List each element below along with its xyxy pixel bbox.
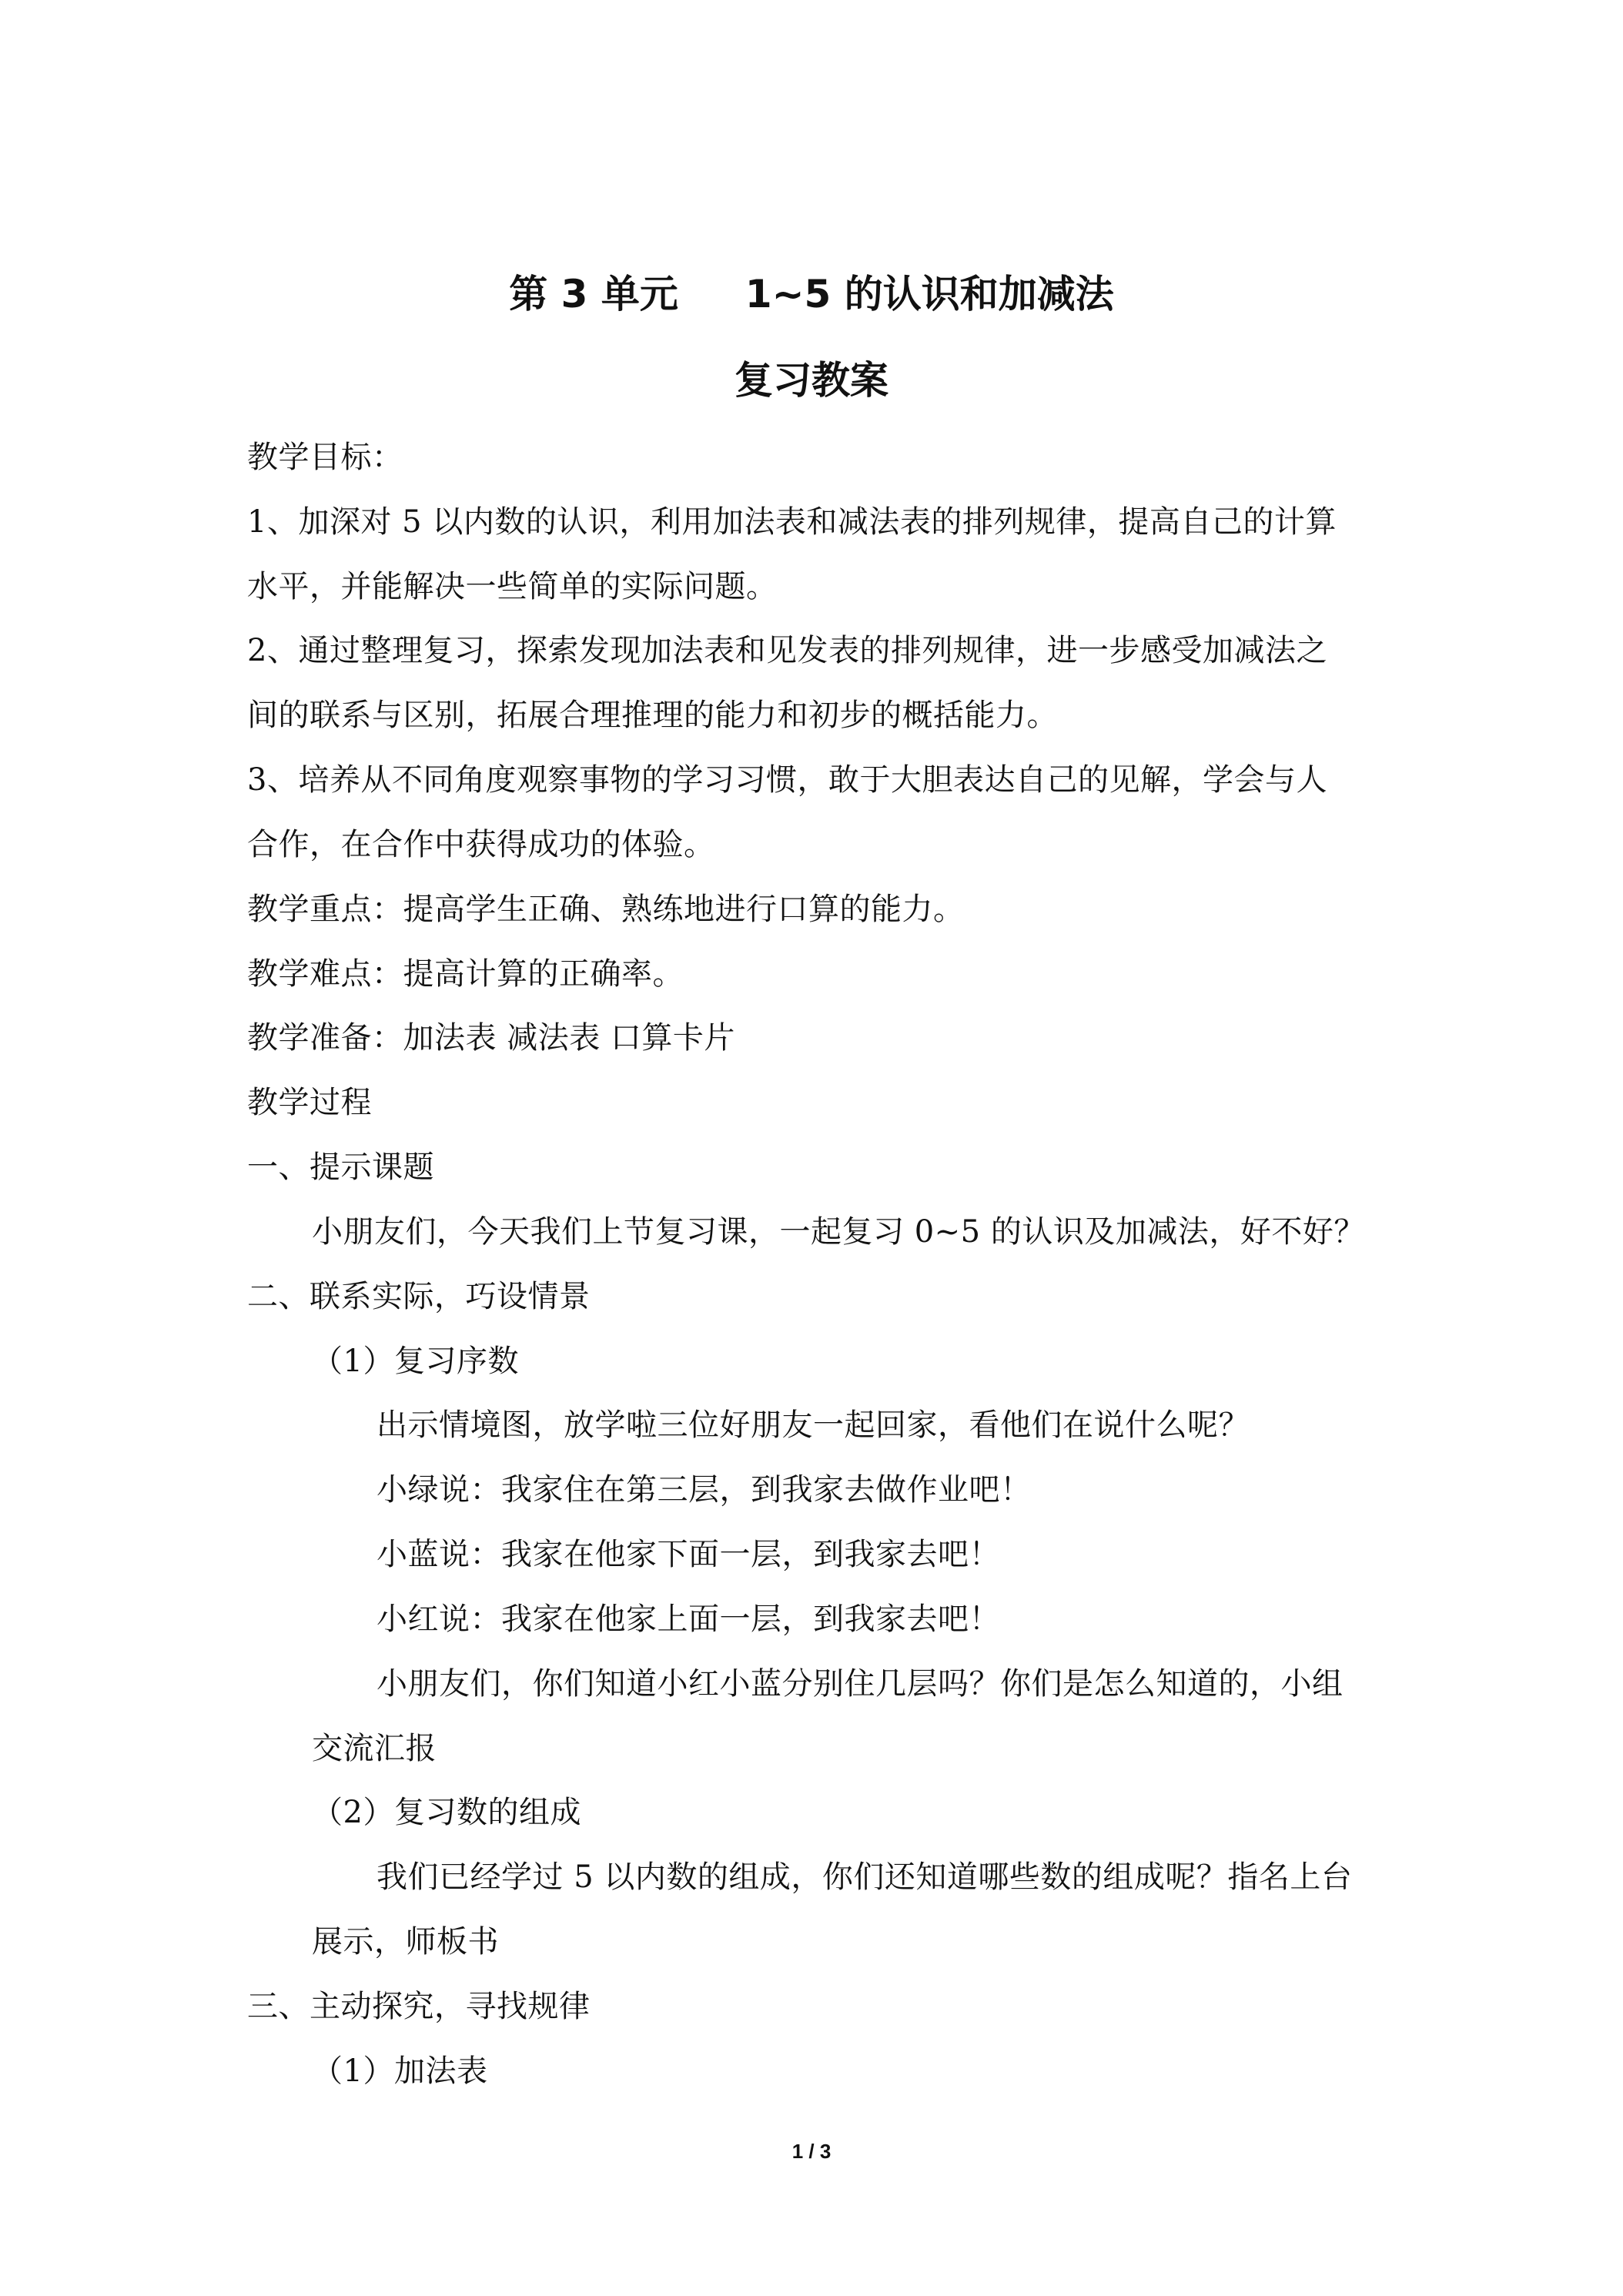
text-line: 合作，在合作中获得成功的体验。 [247, 827, 715, 862]
document-subtitle: 复习教案 [735, 358, 888, 403]
text-line: 小朋友们，你们知道小红小蓝分别住几层吗？你们是怎么知道的，小组 [376, 1666, 1344, 1702]
page-number: 1 / 3 [791, 2140, 832, 2163]
text-line: 教学过程 [247, 1085, 372, 1120]
text-line: 小朋友们，今天我们上节复习课，一起复习 0~5 的认识及加减法，好不好？ [312, 1214, 1365, 1250]
text-line: 我们已经学过 5 以内数的组成，你们还知道哪些数的组成呢？指名上台 [376, 1859, 1353, 1895]
text-line: 1、加深对 5 以内数的认识，利用加法表和减法表的排列规律，提高自己的计算 [247, 504, 1337, 540]
text-line: 小蓝说：我家在他家下面一层，到我家去吧！ [376, 1537, 1000, 1572]
text-line: 出示情境图，放学啦三位好朋友一起回家，看他们在说什么呢？ [376, 1407, 1250, 1443]
text-line: 展示，师板书 [312, 1924, 499, 1960]
text-line: 2、通过整理复习，探索发现加法表和见发表的排列规律，进一步感受加减法之 [247, 633, 1327, 668]
text-line: 教学重点：提高学生正确、熟练地进行口算的能力。 [247, 892, 965, 927]
section-heading: 三、主动探究，寻找规律 [247, 1989, 591, 2024]
text-line: 教学难点：提高计算的正确率。 [247, 956, 684, 992]
text-line: 小红说：我家在他家上面一层，到我家去吧！ [376, 1602, 1000, 1637]
subsection-heading: （1）复习序数 [312, 1344, 519, 1379]
section-heading: 一、提示课题 [247, 1150, 434, 1185]
text-line: 交流汇报 [312, 1731, 437, 1766]
text-line: 间的联系与区别，拓展合理推理的能力和初步的概括能力。 [247, 698, 1058, 733]
subsection-heading: （1）加法表 [312, 2053, 488, 2089]
text-line: 教学目标： [247, 440, 403, 475]
section-heading: 二、联系实际，巧设情景 [247, 1279, 591, 1314]
subsection-heading: （2）复习数的组成 [312, 1795, 581, 1830]
text-line: 教学准备：加法表 减法表 口算卡片 [247, 1020, 735, 1056]
text-line: 小绿说：我家住在第三层，到我家去做作业吧！ [376, 1472, 1032, 1508]
document-title: 第 3 单元 1~5 的认识和加减法 [509, 272, 1114, 316]
text-line: 3、培养从不同角度观察事物的学习习惯，敢于大胆表达自己的见解，学会与人 [247, 762, 1327, 798]
text-line: 水平，并能解决一些简单的实际问题。 [247, 569, 778, 604]
